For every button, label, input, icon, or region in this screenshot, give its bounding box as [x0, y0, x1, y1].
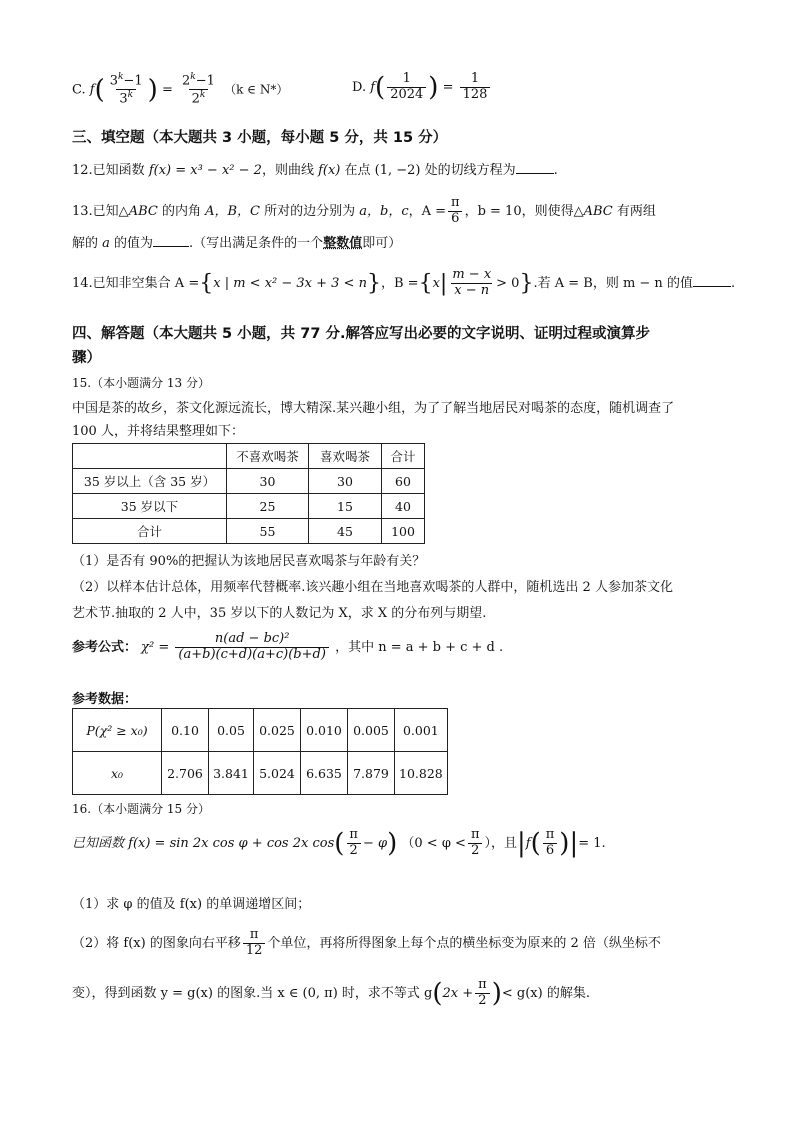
- question-15-intro-2: 100 人，并将结果整理如下：: [72, 424, 244, 439]
- set-b-fraction: $\frac{m - x}{x - n}$: [452, 267, 492, 298]
- table-row: 35 岁以下 25 15 40: [73, 494, 425, 519]
- question-16-part-2-line-1: （2）将 f(x) 的图象向右平移 $\frac{\pi}{12}$ 个单位，再将所得图象上每个点的横坐标变为原来的 2 倍（纵坐标不: [72, 927, 661, 958]
- survey-table: [72, 443, 425, 544]
- option-c-label: C.: [72, 82, 86, 98]
- answer-blank: [153, 234, 189, 247]
- table-row: 合计 55 45 100: [73, 519, 425, 544]
- question-15-part-2-line-2: 艺术节.抽取的 2 人中，35 岁以下的人数记为 X，求 X 的分布列与期望.: [72, 606, 487, 621]
- question-15-part-2-line-1: （2）以样本估计总体，用频率代替概率.该兴趣小组在当地喜欢喝茶的人群中，随机选出 2 人参加茶文化: [72, 580, 673, 595]
- pi-over-2: $\frac{\pi}{2}$: [346, 828, 361, 859]
- emphasis-integer: 整数值: [323, 236, 363, 251]
- pi-over-2: $\frac{\pi}{2}$: [475, 978, 490, 1009]
- question-15-intro-1: 中国是茶的故乡，茶文化源远流长，博大精深.某兴趣小组，为了了解当地居民对喝茶的态度，随机调查了: [72, 401, 675, 416]
- table-row: x₀ 2.706 3.841 5.024 6.635 7.879 10.828: [73, 752, 448, 795]
- option-d: D. f( $\frac{1}{2024}$ ) = $\frac{1}{128}$: [352, 72, 492, 103]
- section-3-title: 三、填空题（本大题共 3 小题，每小题 5 分，共 15 分）: [72, 130, 448, 146]
- chi-square-reference-table: [72, 708, 448, 795]
- question-14: 14.已知非空集合 A ={x | m < x² − 3x + 3 < n}，B ={x| $\frac{m - x}{x - n}$ > 0}.若 A = B，则 m − n 的值 .: [72, 267, 736, 298]
- question-13-line-2: 解的 a 的值为 .（写出满足条件的一个整数值即可）: [72, 236, 402, 251]
- question-16-statement: 已知函数 f(x) = sin 2x cos φ + cos 2x cos( $\frac{\pi}{2}$ − φ) （0 < φ < $\frac{\pi}{2}$ ），且|f( $\frac{\pi}{6}$ )|= 1.: [72, 827, 606, 859]
- option-d-arg-fraction: $\frac{1}{2024}$: [387, 72, 426, 103]
- question-15-header: 15.（本小题满分 13 分）: [72, 376, 210, 390]
- answer-blank: [516, 161, 554, 174]
- reference-data-label: 参考数据：: [72, 692, 138, 707]
- table-header-row: 不喜欢喝茶 喜欢喝茶 合计: [73, 444, 425, 469]
- option-c-rhs-fraction: $\frac{2^k-1}{2^k}$: [182, 72, 215, 107]
- section-4-title-line-2: 骤）: [72, 350, 101, 366]
- option-c-condition: （k ∈ N*）: [224, 82, 289, 97]
- chi-square-fraction: $\frac{\text{n(ad − bc)²}}{(a+b)(c+d)(a+c)(b+d)}$: [175, 632, 329, 663]
- question-16-header: 16.（本小题满分 15 分）: [72, 802, 210, 816]
- table-row: 35 岁以上（含 35 岁） 30 30 60: [73, 469, 425, 494]
- option-c-arg-fraction: $\frac{3^k-1}{3^k}$: [109, 72, 143, 107]
- question-15-part-1: （1）是否有 90%的把握认为该地居民喜欢喝茶与年龄有关？: [72, 554, 426, 569]
- question-16-part-1: （1）求 φ 的值及 f(x) 的单调递增区间；: [72, 897, 311, 912]
- question-13-line-1: 13.已知△ABC 的内角 A，B，C 所对的边分别为 a，b，c，A = $\frac{\pi}{6}$ ，b = 10，则使得△ABC 有两组: [72, 195, 656, 226]
- reference-formula: 参考公式： χ² = $\frac{\text{n(ad − bc)²}}{(a+b)(c+d)(a+c)(b+d)}$ ，其中 n = a + b + c + d .: [72, 631, 504, 662]
- section-4-title-line-1: 四、解答题（本大题共 5 小题，共 77 分.解答应写出必要的文字说明、证明过程或演算步: [72, 326, 650, 342]
- table-row: P(χ² ≥ x₀) 0.10 0.05 0.025 0.010 0.005 0.001: [73, 709, 448, 752]
- pi-over-6: $\frac{\pi}{6}$: [543, 828, 558, 859]
- pi-over-6: $\frac{\pi}{6}$: [448, 196, 463, 227]
- option-c: C. f( $\frac{3^k-1}{3^k}$ ) = $\frac{2^k-1}{2^k}$ （k ∈ N*）: [72, 72, 289, 107]
- question-12: 12.已知函数 f(x) = x³ − x² − 2，则曲线 f(x) 在点 (1, −2) 处的切线方程为 .: [72, 163, 558, 178]
- option-d-rhs-fraction: $\frac{1}{128}$: [460, 72, 491, 103]
- question-16-part-2-line-2: 变），得到函数 y = g(x) 的图象.当 x ∈ (0, π) 时，求不等式 g(2x + $\frac{\pi}{2}$ )< g(x) 的解集.: [72, 977, 590, 1009]
- pi-over-2: $\frac{\pi}{2}$: [468, 828, 483, 859]
- option-c-fn: f: [89, 82, 95, 98]
- pi-over-12: $\frac{\pi}{12}$: [243, 928, 266, 959]
- option-d-label: D.: [352, 79, 367, 95]
- answer-blank: [693, 274, 731, 287]
